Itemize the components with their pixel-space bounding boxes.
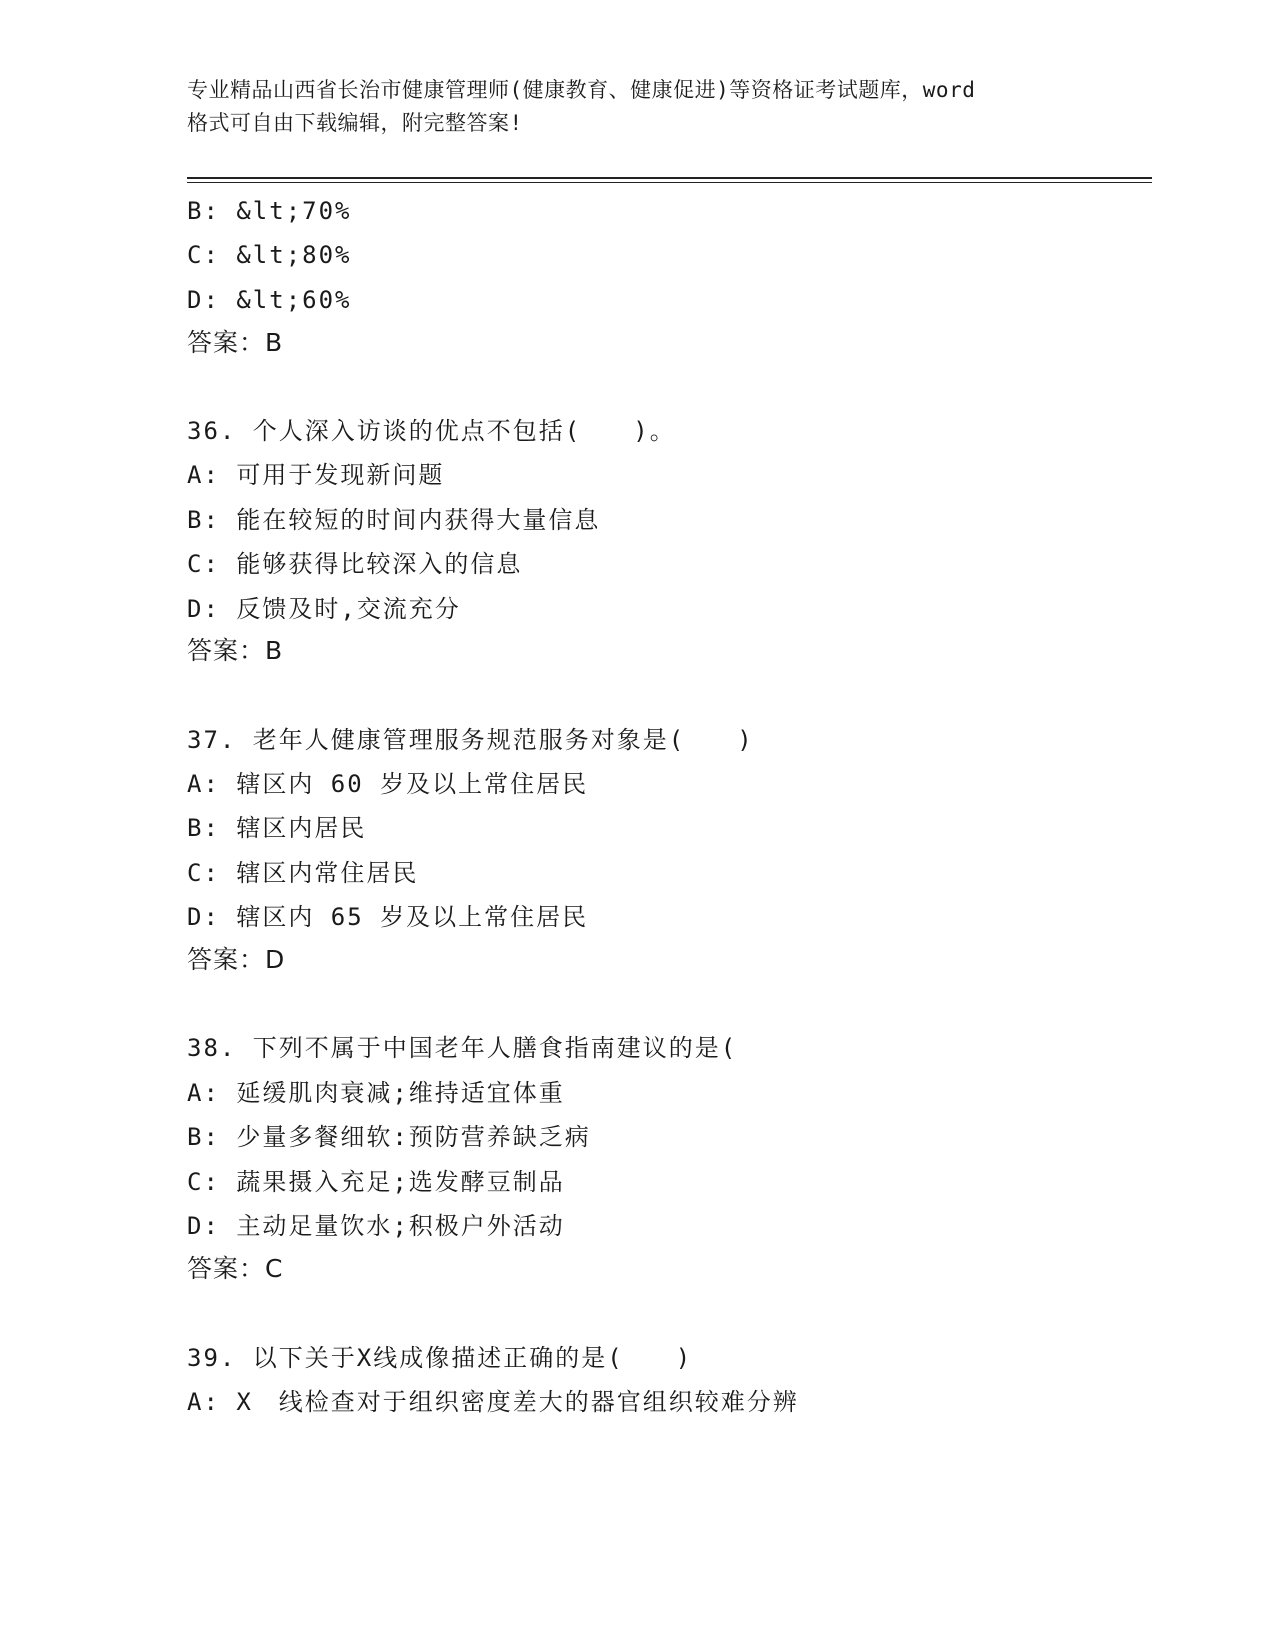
question-38-option-a: A: 延缓肌肉衰减;维持适宜体重 bbox=[187, 1079, 565, 1107]
document-header bbox=[187, 74, 1087, 140]
question-36-stem: 36. 个人深入访谈的优点不包括( )。 bbox=[187, 417, 676, 445]
header-line-1: 专业精品山西省长治市健康管理师(健康教育、健康促进)等资格证考试题库，word bbox=[187, 78, 976, 102]
question-37-answer: 答案：D bbox=[187, 945, 286, 974]
question-38-option-c: C: 蔬果摄入充足;选发酵豆制品 bbox=[187, 1168, 565, 1196]
question-39-option-a: A: X 线检查对于组织密度差大的器官组织较难分辨 bbox=[187, 1388, 799, 1416]
question-37-stem: 37. 老年人健康管理服务规范服务对象是( ) bbox=[187, 726, 754, 754]
question-37-option-a: A: 辖区内 60 岁及以上常住居民 bbox=[187, 770, 589, 798]
question-38-answer: 答案：C bbox=[187, 1254, 284, 1283]
question-37-option-b: B: 辖区内居民 bbox=[187, 814, 367, 842]
question-36-answer: 答案：B bbox=[187, 636, 284, 665]
header-line-2: 格式可自由下载编辑，附完整答案! bbox=[187, 111, 523, 135]
question-38-option-b: B: 少量多餐细软:预防营养缺乏病 bbox=[187, 1123, 591, 1151]
prev-option-d: D: &lt;60% bbox=[187, 286, 352, 314]
prev-option-c: C: &lt;80% bbox=[187, 241, 352, 269]
question-36-option-c: C: 能够获得比较深入的信息 bbox=[187, 550, 523, 578]
header-divider-thick bbox=[187, 177, 1152, 179]
header-divider-thin bbox=[187, 182, 1152, 183]
prev-answer: 答案：B bbox=[187, 328, 284, 357]
question-38-option-d: D: 主动足量饮水;积极户外活动 bbox=[187, 1212, 565, 1240]
question-36-option-a: A: 可用于发现新问题 bbox=[187, 461, 445, 489]
question-37-option-c: C: 辖区内常住居民 bbox=[187, 859, 419, 887]
question-38-stem: 38. 下列不属于中国老年人膳食指南建议的是( bbox=[187, 1034, 738, 1062]
question-36-option-b: B: 能在较短的时间内获得大量信息 bbox=[187, 506, 601, 534]
prev-option-b: B: &lt;70% bbox=[187, 197, 352, 225]
question-39-stem: 39. 以下关于X线成像描述正确的是( ) bbox=[187, 1344, 693, 1372]
question-37-option-d: D: 辖区内 65 岁及以上常住居民 bbox=[187, 903, 589, 931]
question-36-option-d: D: 反馈及时,交流充分 bbox=[187, 595, 461, 623]
